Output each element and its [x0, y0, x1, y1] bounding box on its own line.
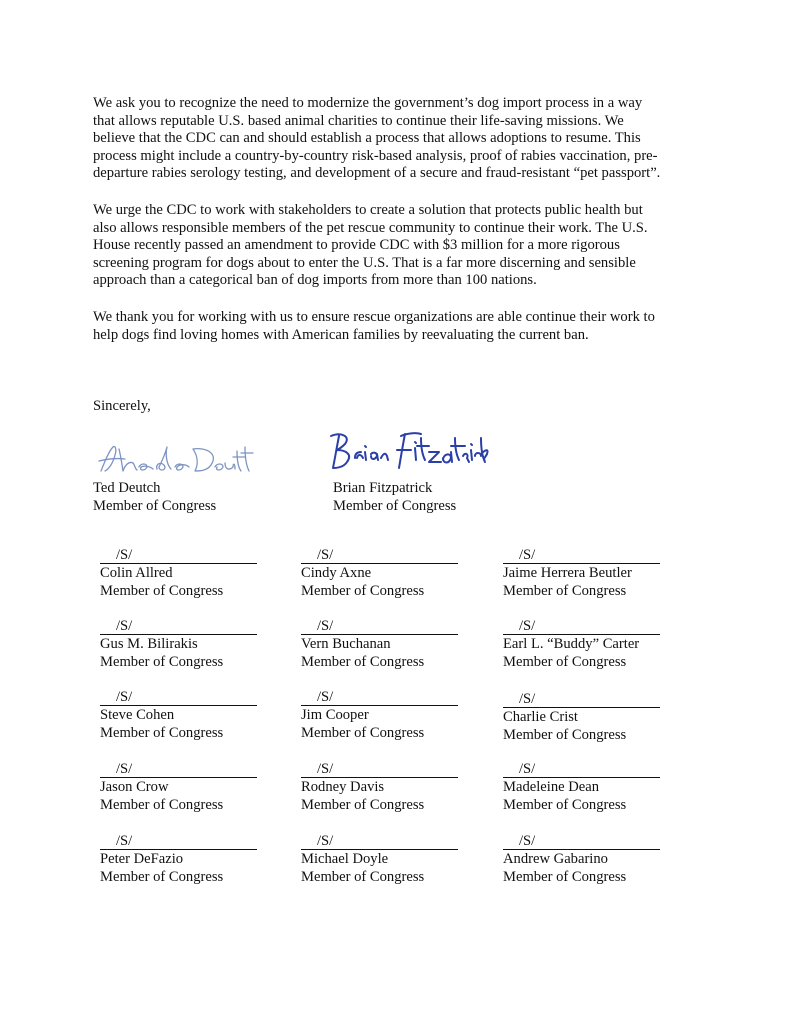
cosigner-name: Rodney Davis: [301, 779, 385, 795]
cosigner-title: Member of Congress: [503, 653, 627, 670]
letter-paragraph-1: We ask you to recognize the need to modernize the government’s dog import process in a way that allows reputable U.S. based animal charities to continue their life-saving missions. We believe that the CDC can and should establish a process that allows adoptions to resume. This process might include a country-by-country risk-based analysis, proof of rabies vaccination, pre- departure rabies serology testing, and development of a secure and fraud-resistant “pet passport”.: [93, 95, 661, 182]
closing-salutation: Sincerely,: [93, 398, 151, 414]
cosigner-name: Charlie Crist: [503, 709, 578, 725]
letter-paragraph-3: We thank you for working with us to ensure rescue organizations are able continue their work to help dogs find loving homes with American families by reevaluating the current ban.: [93, 309, 655, 343]
cosigner-block: [301, 548, 471, 601]
signature-line: /S/: [503, 692, 673, 709]
signature-line: /S/: [301, 834, 471, 851]
letter-paragraph-2: We urge the CDC to work with stakeholders to create a solution that protects public health but also allows responsible members of the pet rescue community to continue their work. The U.S. House recently passed an amendment to provide CDC with $3 million for a more rigorous screening program for dogs about to enter the U.S. That is a far more discerning and sensible approach than a categorical ban of dog imports from more than 100 nations.: [93, 202, 648, 289]
cosigner-block: [503, 692, 673, 745]
cosigner-name: Madeleine Dean: [503, 779, 600, 795]
cosigner-block: [100, 548, 270, 601]
cosigner-title: Member of Congress: [503, 868, 627, 885]
cosigner-title: Member of Congress: [503, 726, 627, 743]
cosigner-title: Member of Congress: [100, 724, 224, 741]
cosigner-name: Peter DeFazio: [100, 851, 184, 867]
cosigner-title: Member of Congress: [100, 582, 224, 599]
signer-name: Brian Fitzpatrick: [333, 480, 433, 496]
cosigner-block: [100, 762, 270, 815]
signer-block-fitzpatrick: [333, 480, 456, 516]
signature-line: /S/: [503, 548, 673, 565]
cosigner-name: Steve Cohen: [100, 707, 175, 723]
cosigner-name: Jim Cooper: [301, 707, 369, 723]
signature-line: /S/: [301, 619, 471, 636]
cosigner-name: Colin Allred: [100, 565, 173, 581]
signer-title: Member of Congress: [333, 497, 457, 514]
cosigner-title: Member of Congress: [301, 868, 425, 885]
cosigner-title: Member of Congress: [301, 796, 425, 813]
signature-line: /S/: [503, 619, 673, 636]
cosigner-name: Andrew Gabarino: [503, 851, 608, 867]
cosigner-block: [301, 762, 471, 815]
signature-line: /S/: [100, 834, 270, 851]
cosigner-title: Member of Congress: [503, 796, 627, 813]
cosigner-title: Member of Congress: [301, 653, 425, 670]
cosigner-name: Michael Doyle: [301, 851, 389, 867]
cosigner-block: [503, 762, 673, 815]
signature-line: /S/: [301, 548, 471, 565]
cosigner-title: Member of Congress: [503, 582, 627, 599]
cosigner-block: [100, 619, 270, 672]
cosigner-name: Earl L. “Buddy” Carter: [503, 636, 640, 652]
signature-line: /S/: [301, 690, 471, 707]
cosigner-block: [301, 619, 471, 672]
cosigner-title: Member of Congress: [301, 582, 425, 599]
signature-line: /S/: [301, 762, 471, 779]
cosigner-name: Cindy Axne: [301, 565, 372, 581]
cosigner-block: [100, 834, 270, 887]
signature-line: /S/: [100, 548, 270, 565]
cosigner-block: [503, 619, 673, 672]
cosigner-title: Member of Congress: [301, 724, 425, 741]
cosigner-block: [503, 548, 673, 601]
signature-line: /S/: [503, 834, 673, 851]
deutch-signature-image: [95, 441, 255, 477]
cosigner-block: [301, 834, 471, 887]
signature-line: /S/: [100, 619, 270, 636]
cosigner-title: Member of Congress: [100, 868, 224, 885]
cosigner-name: Jason Crow: [100, 779, 169, 795]
cosigner-title: Member of Congress: [100, 653, 224, 670]
cosigner-name: Jaime Herrera Beutler: [503, 565, 632, 581]
signature-line: /S/: [503, 762, 673, 779]
signer-block-deutch: [93, 480, 216, 516]
signer-title: Member of Congress: [93, 497, 217, 514]
fitzpatrick-signature-image: [325, 428, 490, 474]
cosigner-name: Vern Buchanan: [301, 636, 391, 652]
cosigner-block: [100, 690, 270, 743]
signature-line: /S/: [100, 762, 270, 779]
cosigner-name: Gus M. Bilirakis: [100, 636, 198, 652]
signature-line: /S/: [100, 690, 270, 707]
cosigner-block: [301, 690, 471, 743]
cosigner-block: [503, 834, 673, 887]
cosigner-title: Member of Congress: [100, 796, 224, 813]
signer-name: Ted Deutch: [93, 480, 161, 496]
